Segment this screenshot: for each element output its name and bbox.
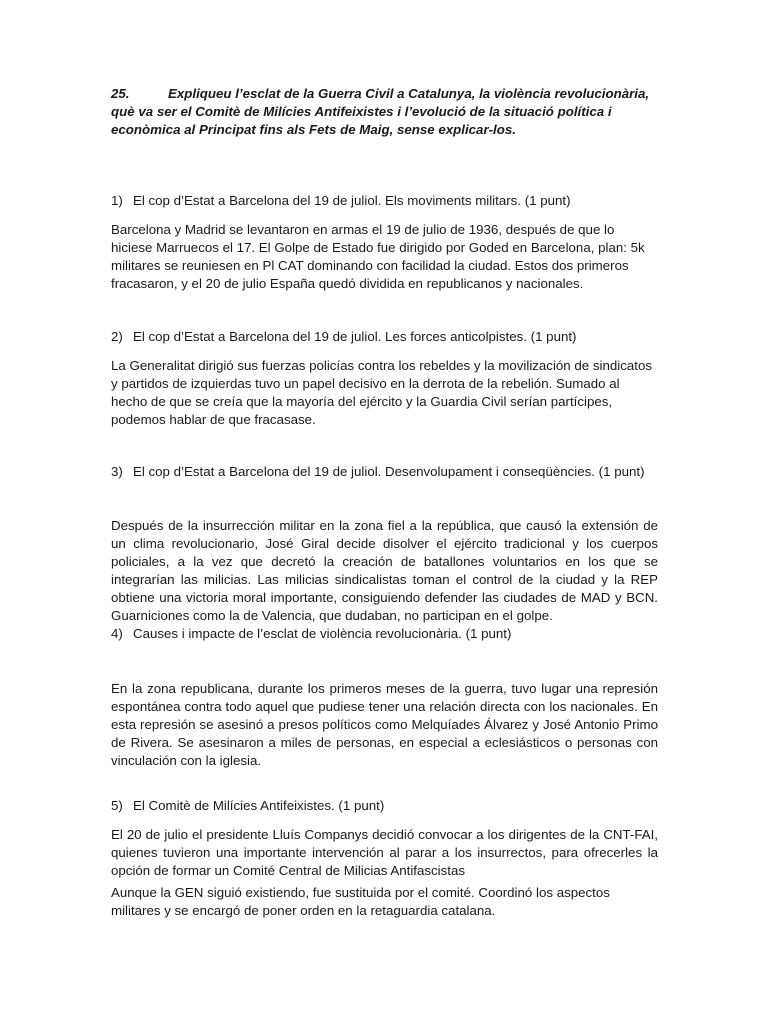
- section-2-heading: [111, 328, 671, 346]
- section-heading-text: Causes i impacte de l’esclat de violència revolucionària. (1 punt): [133, 626, 512, 641]
- section-2-paragraph-1: La Generalitat dirigió sus fuerzas policías contra los rebeldes y la movilización de sindicatos y partidos de izquierdas tuvo un papel decisivo en la derrota de la rebelión. Sumado al hecho de que se creía que la mayoría del ejército y la Guardia Civil serían partícipes, podemos hablar de que fracasase.: [111, 358, 653, 427]
- section-number: 5): [111, 798, 123, 813]
- question-block: [111, 85, 656, 139]
- section-5-heading: [111, 797, 671, 815]
- section-1-heading: [111, 192, 671, 210]
- section-5-paragraph-1: El 20 de julio el presidente Lluís Companys decidió convocar a los dirigentes de la CNT-FAI, quienes tuvieron una importante intervención al parar a los insurrectos, para ofrecerles la opción de formar un Comité Central de Milicias Antifascistas: [111, 827, 658, 878]
- section-heading-text: El Comitè de Milícies Antifeixistes. (1 punt): [133, 798, 385, 813]
- section-number: 2): [111, 329, 123, 344]
- section-3-heading: [111, 463, 671, 481]
- section-4-paragraph-1: En la zona republicana, durante los primeros meses de la guerra, tuvo lugar una represión espontánea contra todo aquel que pudiese tener una relación directa con los nacionales. En esta represión se asesinó a presos políticos como Melquíades Álvarez y José Antonio Primo de Rivera. Se asesinaron a miles de personas, en especial a eclesiásticos o personas con vinculación con la iglesia.: [111, 681, 658, 768]
- section-number: 1): [111, 193, 123, 208]
- section-3-paragraph-1: Después de la insurrección militar en la zona fiel a la república, que causó la extensión de un clima revolucionario, José Giral decide disolver el ejército tradicional y los cuerpos policiales, a la vez que decretó la creación de batallones voluntarios en los que se integrarían las milicias. Las milicias sindicalistas toman el control de la ciudad y la REP obtiene una victoria moral importante, consiguiendo defender las ciudades de MAD y BCN. Guarniciones como la de Valencia, que dudaban, no participan en el golpe.: [111, 518, 658, 623]
- section-heading-text: El cop d’Estat a Barcelona del 19 de juliol. Desenvolupament i conseqüències. (1 punt): [133, 464, 645, 479]
- question-number: 25.: [111, 86, 130, 101]
- section-5-paragraph-2: Aunque la GEN siguió existiendo, fue sustituida por el comité. Coordinó los aspectos militares y se encargó de poner orden en la retaguardia catalana.: [111, 885, 610, 918]
- section-heading-text: El cop d’Estat a Barcelona del 19 de juliol. Els moviments militars. (1 punt): [133, 193, 571, 208]
- section-number: 4): [111, 626, 123, 641]
- section-number: 3): [111, 464, 123, 479]
- question-text: Expliqueu l’esclat de la Guerra Civil a Catalunya, la violència revolucionària, què va ser el Comitè de Milícies Antifeixistes i l’evolució de la situació política i econòmica al Principat fins als Fets de Maig, sense explicar-los.: [111, 86, 650, 137]
- section-4-heading: [111, 625, 671, 643]
- section-heading-text: El cop d’Estat a Barcelona del 19 de juliol. Les forces anticolpistes. (1 punt): [133, 329, 577, 344]
- section-1-paragraph-1: Barcelona y Madrid se levantaron en armas el 19 de julio de 1936, después de que lo hiciese Marruecos el 17. El Golpe de Estado fue dirigido por Goded en Barcelona, plan: 5k militares se reuniesen en Pl CAT dominando con facilidad la ciudad. Estos dos primeros fracasaron, y el 20 de julio España quedó dividida en republicanos y nacionales.: [111, 222, 645, 291]
